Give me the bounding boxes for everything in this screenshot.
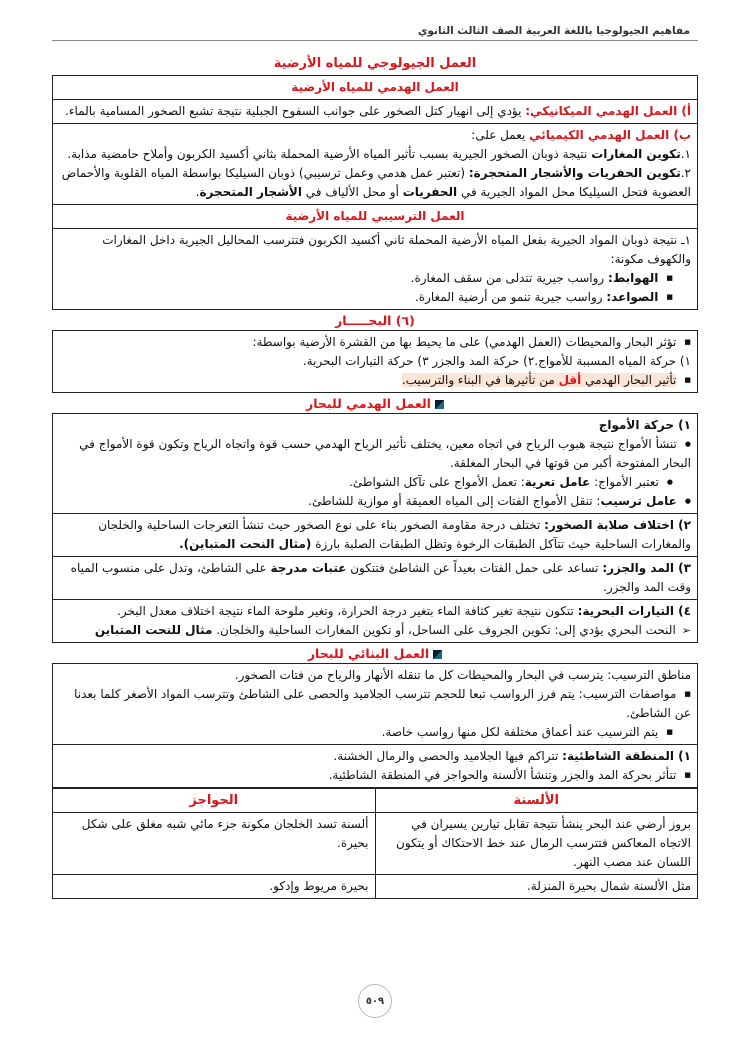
mechanical-erosion [53,100,697,124]
erosion-groundwater-title: العمل الهدمي للمياه الأرضية [53,76,697,100]
sea-erosion-title: العمل الهدمي للبحار [52,396,698,411]
sea-erosion-box [52,413,698,643]
waves-bullet: ● تنشأ الأمواج نتيجة هبوب الرياح في اتجاه معين، يختلف تأثير الرياح الهدمي حسب قوة واتجاه الرياح وتكون قوة الأمواج في البحار المفتوحة أكبر من قوتها في البحار المغلقة. [59,435,691,473]
square-bullet-icon [433,650,442,659]
header-title: مفاهيم الجيولوجيا باللغة العربية الصف الثالث الثانوي [417,25,690,37]
table-header-row [53,789,698,813]
waves-title: ١) حركة الأمواج [598,418,691,432]
deposition-intro: ١ـ نتيجة ذوبان المواد الجيرية بفعل المياه الأرضية المحملة ثاني أكسيد الكربون فتترسب المحاليل الجيرية داخل المغارات والكهوف مكونة: [102,233,691,266]
waves-bullet: ● تعتبر الأمواج: عامل تعرية: تعمل الأمواج على تآكل الشواطئ. [59,473,691,492]
seas-highlight: تأثير البحار الهدمي أقل من تأثيرها في البناء والترسيب. [401,373,677,387]
seas-title: (٦) البحـــــار [335,313,415,328]
header-spits: الألسنة [375,789,698,813]
currents-note: ➢ النحت البحري يؤدي إلى: تكوين الجروف على الساحل، أو تكوين المغارات الساحلية والخلجان. مثال للنحت المتباين [59,621,691,640]
chemical-item: ١.تكوين المغارات نتيجة ذوبان الصخور الجيرية بسبب تأثير المياه الأرضية المحملة بثاني أكسيد الكربون وأملاح حامضية مذابة. [67,147,691,161]
chemical-label: ب) العمل الهدمي الكيميائي [529,128,691,142]
seas-intro: ■ تؤثر البحار والمحيطات (العمل الهدمي) على ما يحيط بها من القشرة الأرضية بواسطة: ١) حركة المياه المسببة للأمواج.٢) حركة المد والجزر ٣) حركة التيارات البحرية. ■ تأثير البحار الهدمي أقل من تأثيرها في البناء والترسيب. [53,331,697,393]
square-bullet-icon [435,400,444,409]
page-content [52,54,698,899]
page-header [52,14,698,41]
mechanical-text: يؤدي إلى انهيار كتل الصخور على جوانب السفوح الجبلية نتيجة تشبع الصخور المسامية بالماء. [65,104,526,118]
deposition-zones: مناطق الترسيب: يترسب في البحار والمحيطات كل ما تنقله الأنهار والرياح من فتات الصخور. ■ مواصفات الترسيب: يتم فرز الرواسب تبعا للحجم تترسب الجلاميد والحصى على الشاطئ وتترسب المواد الأصغر كلما بعدنا عن الشاطئ. ■ يتم الترسيب عند أعماق مختلفة لكل منها رواسب خاصة. [53,664,697,745]
rock-hardness: ٢) اختلاف صلابة الصخور: تختلف درجة مقاومة الصخور بناء على نوع الصخور حيث تنشأ التعرجات الساحلية والخلجان والمغارات الساحلية حيث تتآكل الطبقات الرخوة وتظل الطبقات الصلبة بارزة (مثال النحت المتباين). [53,514,697,557]
waves-section [53,414,697,514]
sea-building-title: العمل البنائي للبحار [52,646,698,661]
table-row: مثل الألسنة شمال بحيرة المنزلة. بحيرة مريوط وإدكو. [53,875,698,899]
chemical-erosion [53,124,697,205]
main-title: العمل الجيولوجي للمياه الأرضية [273,56,477,71]
mechanical-label: أ) العمل الهدمي الميكانيكي: [525,104,691,118]
stalactites-item: ■ الهوابط: رواسب جيرية تتدلى من سقف المغارة. [59,269,691,288]
tides: ٣) المد والجزر: تساعد على حمل الفتات بعيداً عن الشاطئ فتتكون عتبات مدرجة على الشاطئ، وتدل على منسوب المياه وقت المد والجزر. [53,557,697,600]
header-bars: الحواجز [53,789,376,813]
groundwater-box [52,75,698,310]
deposition-groundwater-title: العمل الترسيبي للمياه الأرضية [53,205,697,229]
table-row: بروز أرضي عند البحر ينشأ نتيجة تقابل تيارين يسيران في الاتجاه المعاكس فتترسب الرمال عند خط الاحتكاك أو يتكون اللسان عند مصب النهر. ألسنة تسد الخلجان مكونة جزء مائي شبه مغلق على شكل بحيرة. [53,813,698,875]
stalagmites-item: ■ الصواعد: رواسب جيرية تنمو من أرضية المغارة. [59,288,691,307]
deposition-groundwater [53,229,697,310]
sea-building-box [52,663,698,788]
chemical-item: ٢.تكوين الحفريات والأشجار المتحجرة: (تعتبر عمل هدمي وعمل ترسيبي) ذوبان السيليكا بواسطة المياه القلوية والأحماض العضوية فتحل السيليكا محل المواد الجيرية في الحفريات أو محل الألياف في الأشجار المتحجرة. [61,166,691,199]
sea-currents: ٤) التيارات البحرية: تتكون نتيجة تغير كثافة الماء بتغير درجة الحرارة، وتغير ملوحة الماء نتيجة اختلاف معدل البخر. ➢ النحت البحري يؤدي إلى: تكوين الجروف على الساحل، أو تكوين المغارات الساحلية والخلجان. مثال للنحت المتباين [53,600,697,643]
beach-zone: ١) المنطقة الشاطئية: تتراكم فيها الجلاميد والحصى والرمال الخشنة. ■ تتأثر بحركة المد والجزر وتنشأ الألسنة والحواجز في المنطقة الشاطئية. [53,745,697,788]
chemical-text: يعمل على: [471,128,530,142]
waves-bullet: ● عامل ترسيب: تنقل الأمواج الفتات إلى المياه العميقة أو موازية للشاطئ. [59,492,691,511]
seas-box [52,330,698,393]
page-number: ٥٠٩ [358,984,392,1018]
spits-bars-table [52,788,698,899]
